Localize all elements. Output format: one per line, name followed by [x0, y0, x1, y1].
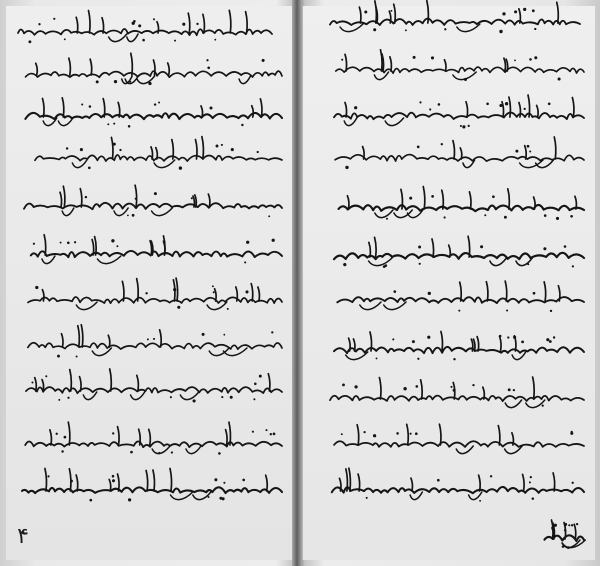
script-line	[334, 331, 584, 360]
script-line	[334, 236, 584, 268]
page-number: ۴	[17, 524, 29, 549]
script-line	[335, 137, 584, 169]
script-line	[330, 1, 580, 33]
script-line	[330, 377, 584, 408]
script-line	[337, 281, 584, 312]
script-line	[332, 468, 584, 502]
script-line	[544, 520, 585, 549]
script-line	[334, 95, 584, 128]
script-line	[336, 50, 584, 81]
script-line	[339, 187, 584, 220]
script-line	[334, 424, 584, 453]
